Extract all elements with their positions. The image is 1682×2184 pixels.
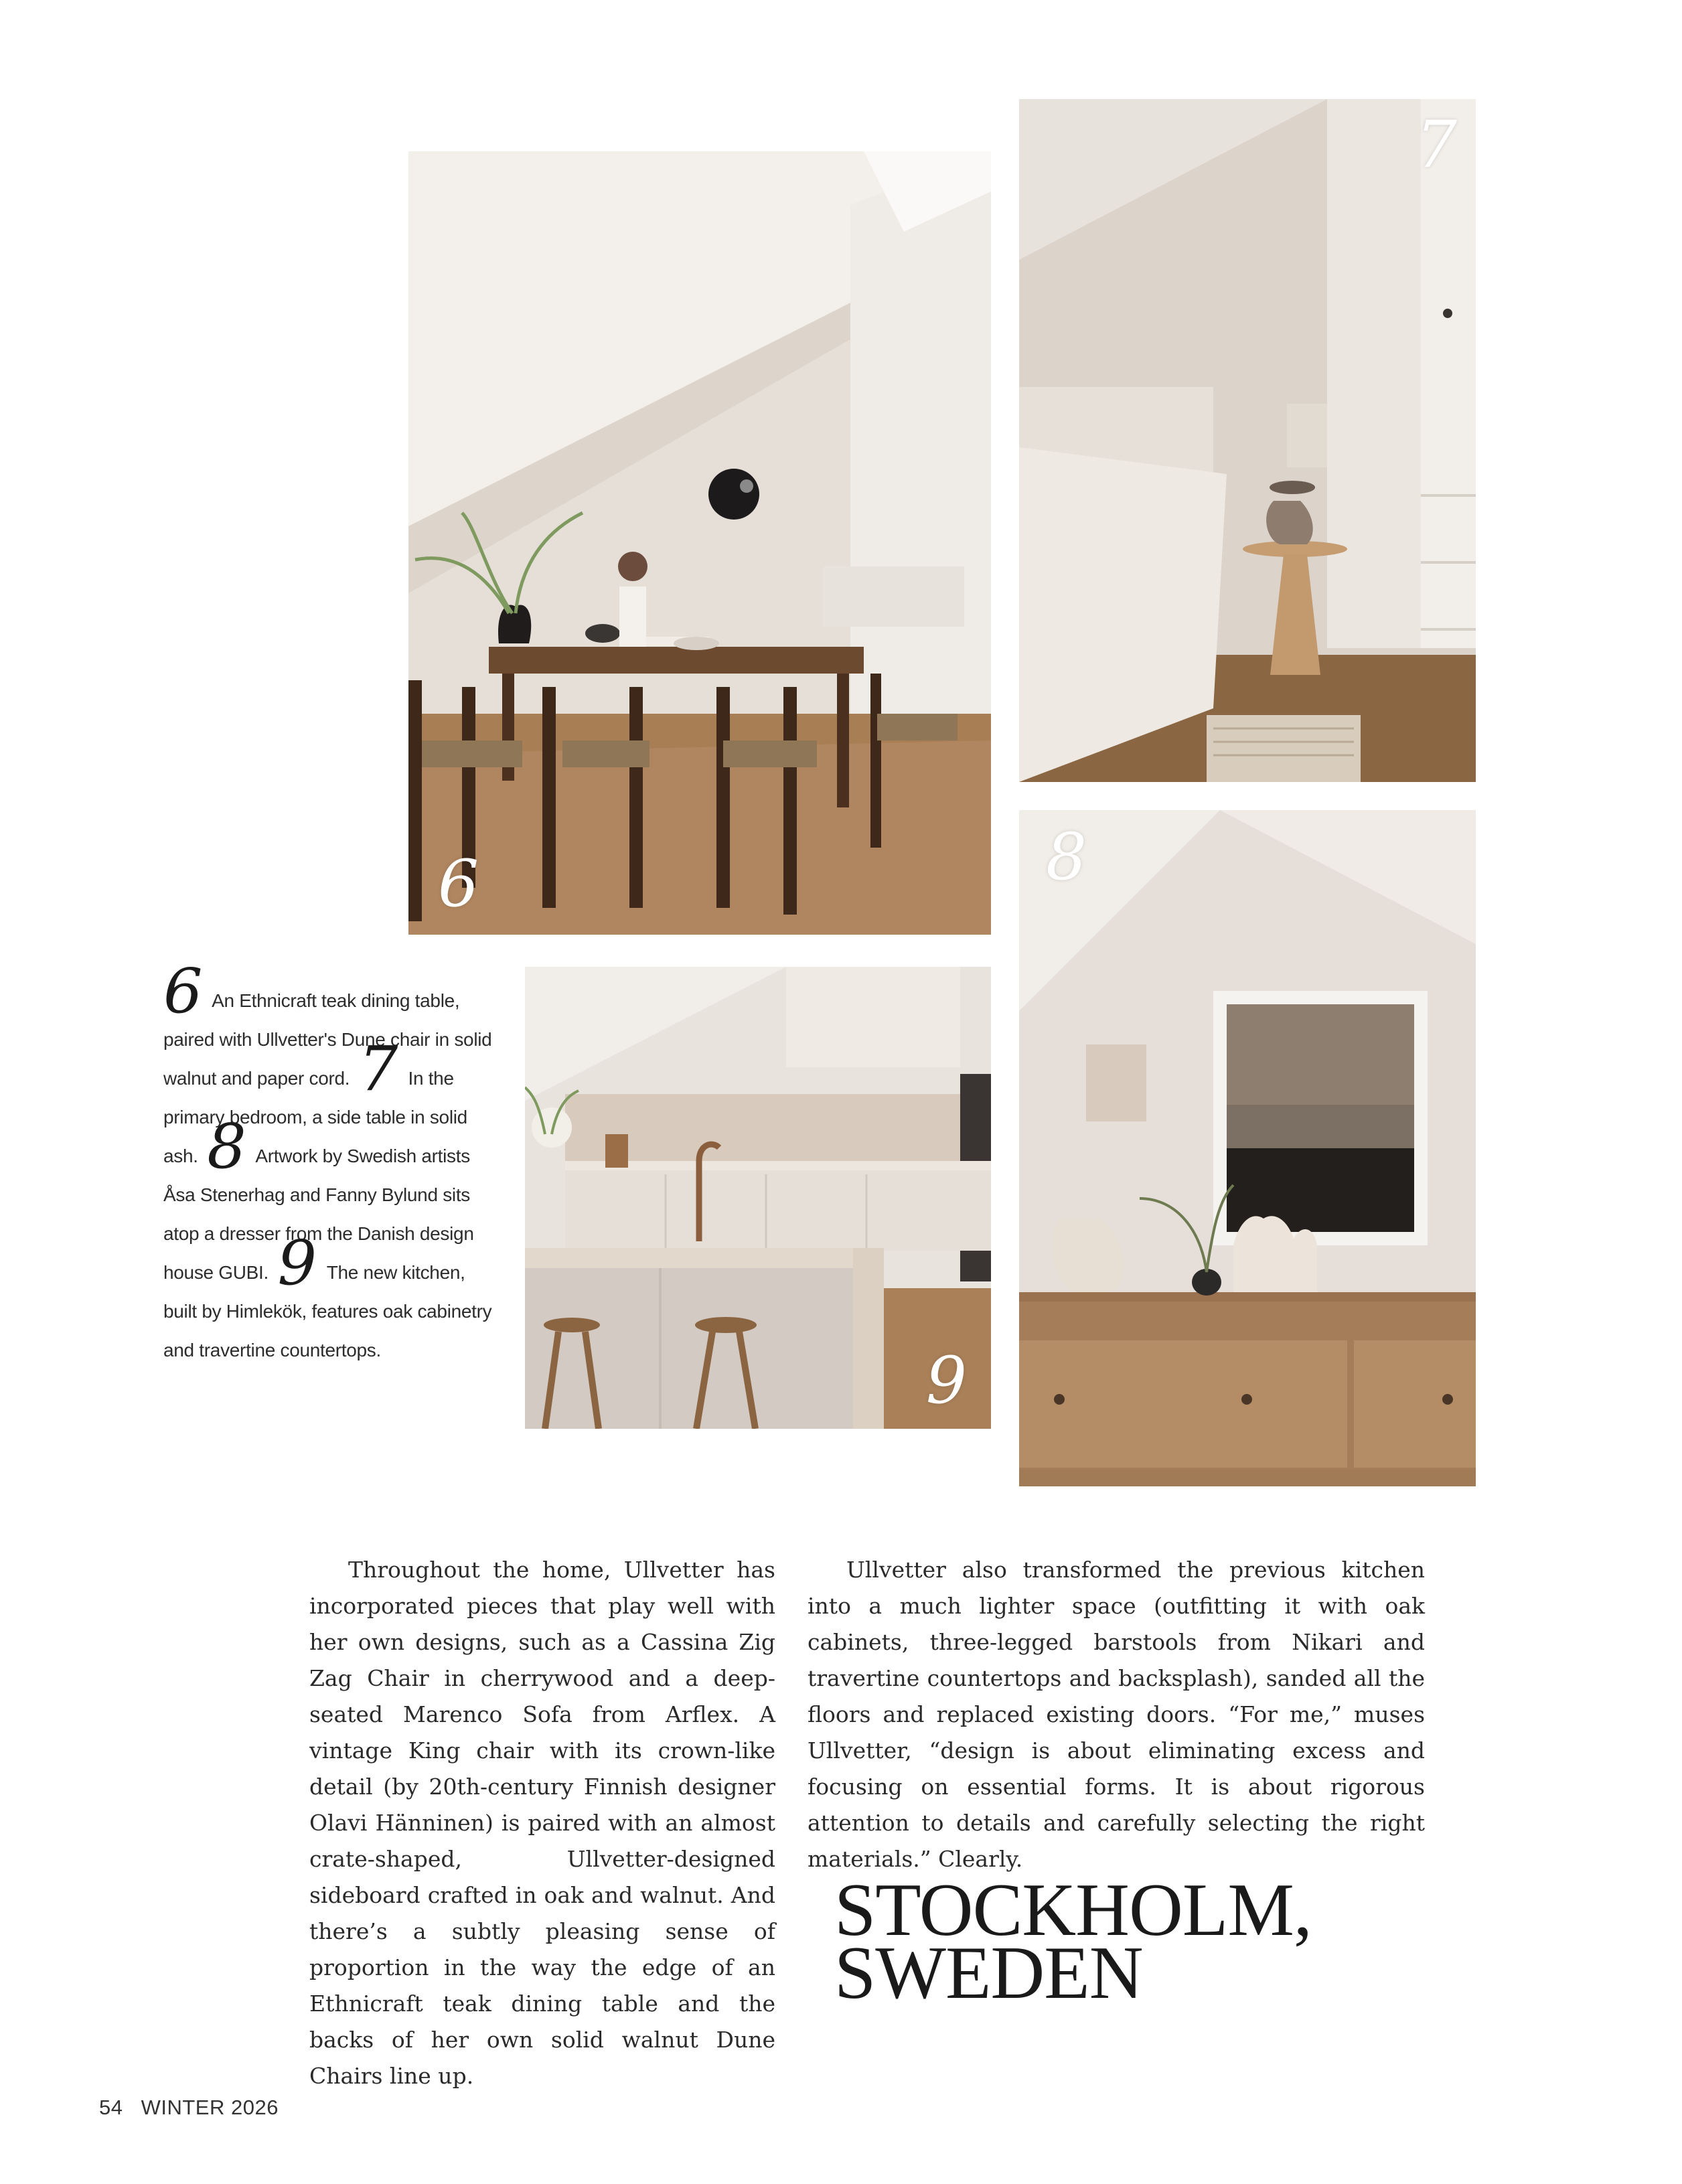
photo-kitchen [525, 967, 991, 1429]
caption-number: 9 [277, 1227, 317, 1299]
caption-text: In the primary bedroom, a side table in solid ash. [163, 1068, 467, 1166]
caption-number: 6 [163, 955, 203, 1027]
caption-text: The new kitchen, built by Himlekök, features oak cabinetry and travertine countertops. [163, 1262, 492, 1360]
location-headline [834, 1869, 1312, 2015]
photo-sideboard [1019, 810, 1476, 1486]
caption-text: Artwork by Swedish artists Åsa Stenerhag and Fanny Bylund sits atop a dresser from the Danish design house GUBI. [163, 1146, 474, 1283]
photo-number: 6 [438, 846, 479, 921]
article-column-1 [309, 1552, 775, 2094]
caption-text: An Ethnicraft teak dining table, paired with Ullvetter's Dune chair in solid walnut and paper cord. [163, 990, 492, 1089]
photo-number: 8 [1046, 820, 1087, 894]
photo-number: 9 [925, 1343, 967, 1418]
headline-line: SWEDEN [834, 1932, 1143, 2015]
page-number: 54 [99, 2096, 123, 2119]
photo-dining-room [408, 151, 991, 935]
headline-line: STOCKHOLM, [834, 1869, 1312, 1952]
page-footer [99, 2096, 279, 2120]
caption-number: 8 [207, 1111, 246, 1182]
article-column-2 [808, 1552, 1425, 1877]
article-paragraph: Throughout the home, Ullvetter has incorporated pieces that play well with her own designs, such as a Cassina Zig Zag Chair in cherrywood and a deep-seated Marenco Sofa from Arflex. A vintage King chair with its crown-like detail (by 20th-century Finnish designer Olavi Hänninen) is paired with an almost crate-shaped, Ullvetter-designed sideboard crafted in oak and walnut. And there’s a subtly pleasing sense of proportion in the way the edge of an Ethnicraft teak dining table and the backs of her own solid walnut Dune Chairs line up. [309, 1557, 775, 2089]
photo-caption [163, 955, 498, 1370]
article-paragraph: Ullvetter also transformed the previous kitchen into a much lighter space (outfitting it with oak cabinets, three-legged barstools from Nikari and travertine countertops and backsplash), sanded all the floors and replaced existing doors. “For me,” muses Ullvetter, “design is about eliminating excess and focusing on essential forms. It is about rigorous attention to details and carefully selecting the right materials.” Clearly. [808, 1557, 1425, 1872]
caption-number: 7 [358, 1033, 398, 1105]
issue-label: WINTER 2026 [141, 2096, 279, 2119]
photo-bedroom [1019, 99, 1476, 782]
photo-number: 7 [1416, 107, 1457, 182]
